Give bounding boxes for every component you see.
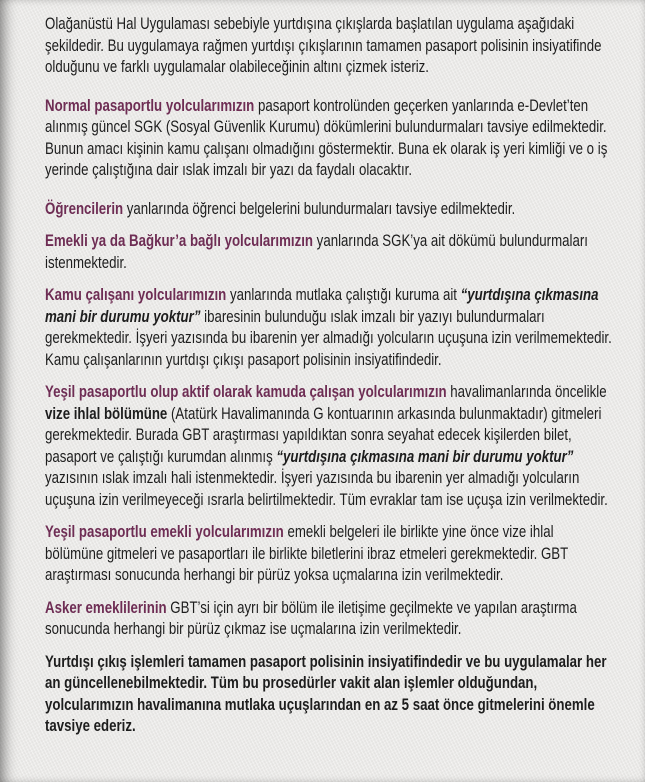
paragraph-green-passport-active [45, 381, 615, 510]
paragraph-green-passport-retired [45, 521, 615, 586]
text-run: ibaresinin bulunduğu ıslak imzalı bir yazıyı bulundurmaları gerekmektedir. İşyeri yazısında bu ibarenin yer almadığı yolcuların uçuşuna izin verilmemektedir. Kamu çalışanlarının yurtdışı çıkışı pasaport polisinin insiyatifindedir. [45, 306, 612, 369]
text-run: yazısının ıslak imzalı hali istenmektedir. İşyeri yazısında bu ibarenin yer almadığı yolcuların uçuşuna izin verilmeyeceği ısrarla belirtilmektedir. Tüm evraklar tam ise uçuşa izin verilmektedir. [45, 468, 608, 509]
quoted-phrase: “yurtdışına çıkmasına mani bir durumu yoktur” [276, 446, 574, 466]
paragraph-lead-in: Asker emeklilerinin [45, 597, 167, 617]
paragraph-lead-in: Öğrencilerin [45, 198, 124, 218]
text-run: yanlarında öğrenci belgelerini bulundurmaları tavsiye edilmektedir. [123, 198, 516, 218]
paragraph-military-retired [45, 597, 615, 640]
text-run: yanlarında mutlaka çalıştığı kuruma ait [226, 285, 461, 304]
text-run: GBT’si için ayrı bir bölüm ile iletişime geçilmekte ve yapılan araştırma sonucunda herhangi bir pürüz çıkmaz ise uçmalarına izin verilmektedir. [45, 597, 577, 638]
text-run: Yurtdışı çıkış işlemleri tamamen pasaport polisinin insiyatifindedir ve bu uygulamalar her an güncellenebilmektedir. Tüm bu prosedürler vakit alan işlemler olduğundan, yolcularımızın havalimanına mutlaka uçuşlarından en az 5 saat önce gitmelerini önemle tavsiye ederiz. [45, 651, 607, 735]
emphasized-phrase: vize ihlal bölümüne [45, 403, 168, 423]
text-run: pasaport kontrolünden geçerken yanlarında e-Devlet’ten alınmış güncel SGK (Sosyal Güvenlik Kurumu) dökümlerini bulundurmaları tavsiye edilmektedir. Bunun amacı kişinin kamu çalışanı olmadığını göstermektir. Buna ek olarak iş yeri kimliği ve o iş yerinde çalıştığına dair ıslak imzalı bir yazı da faydalı olacaktır. [45, 95, 608, 179]
paragraph-lead-in: Kamu çalışanı yolcularımızın [45, 285, 227, 304]
quoted-phrase: “yurtdışına çıkmasına mani bir durumu yoktur” [45, 285, 599, 326]
text-run: Olağanüstü Hal Uygulaması sebebiyle yurtdışına çıkışlarda başlatılan uygulama aşağıdaki şekildedir. Bu uygulamaya rağmen yurtdışı çıkışlarının tamamen pasaport polisinin insiyatifinde olduğunu ve farklı uygulamalar olabileceğinin altını çizmek isteriz. [45, 14, 602, 76]
paragraph-normal-passport [45, 95, 615, 181]
text-run: havalimanlarında öncelikle [446, 382, 607, 401]
paragraph-retired-bagkur [45, 230, 615, 273]
paragraph-lead-in: Yeşil pasaportlu emekli yolcularımızın [45, 522, 284, 541]
paragraph-public-employee [45, 284, 615, 370]
paragraph-lead-in: Yeşil pasaportlu olup aktif olarak kamuda çalışan yolcularımızın [45, 382, 447, 401]
paragraph-lead-in: Emekli ya da Bağkur’a bağlı yolcularımızın [45, 231, 314, 250]
document-content [45, 13, 615, 737]
text-run: yanlarında SGK’ya ait dökümü bulundurmaları istenmektedir. [45, 231, 588, 272]
paragraph-students [45, 198, 615, 220]
paragraph-lead-in: Normal pasaportlu yolcularımızın [45, 95, 255, 115]
paragraph-intro [45, 13, 615, 78]
text-run: emekli belgeleri ile birlikte yine önce vize ihlal bölümüne gitmeleri ve pasaportları ile birlikte biletlerini ibraz etmeleri gerekmektedir. GBT araştırması sonucunda herhangi bir pürüz yoksa uçmalarına izin verilmektedir. [45, 522, 569, 584]
text-run: (Atatürk Havalimanında G kontuarının arkasında bulunmaktadır) gitmeleri gerekmektedir. Burada GBT araştırması yapıldıktan sonra seyahat edecek kişilerden bilet, pasaport ve çalıştığı kurumdan alınmış [45, 403, 602, 466]
paragraph-final-notice [45, 651, 615, 737]
